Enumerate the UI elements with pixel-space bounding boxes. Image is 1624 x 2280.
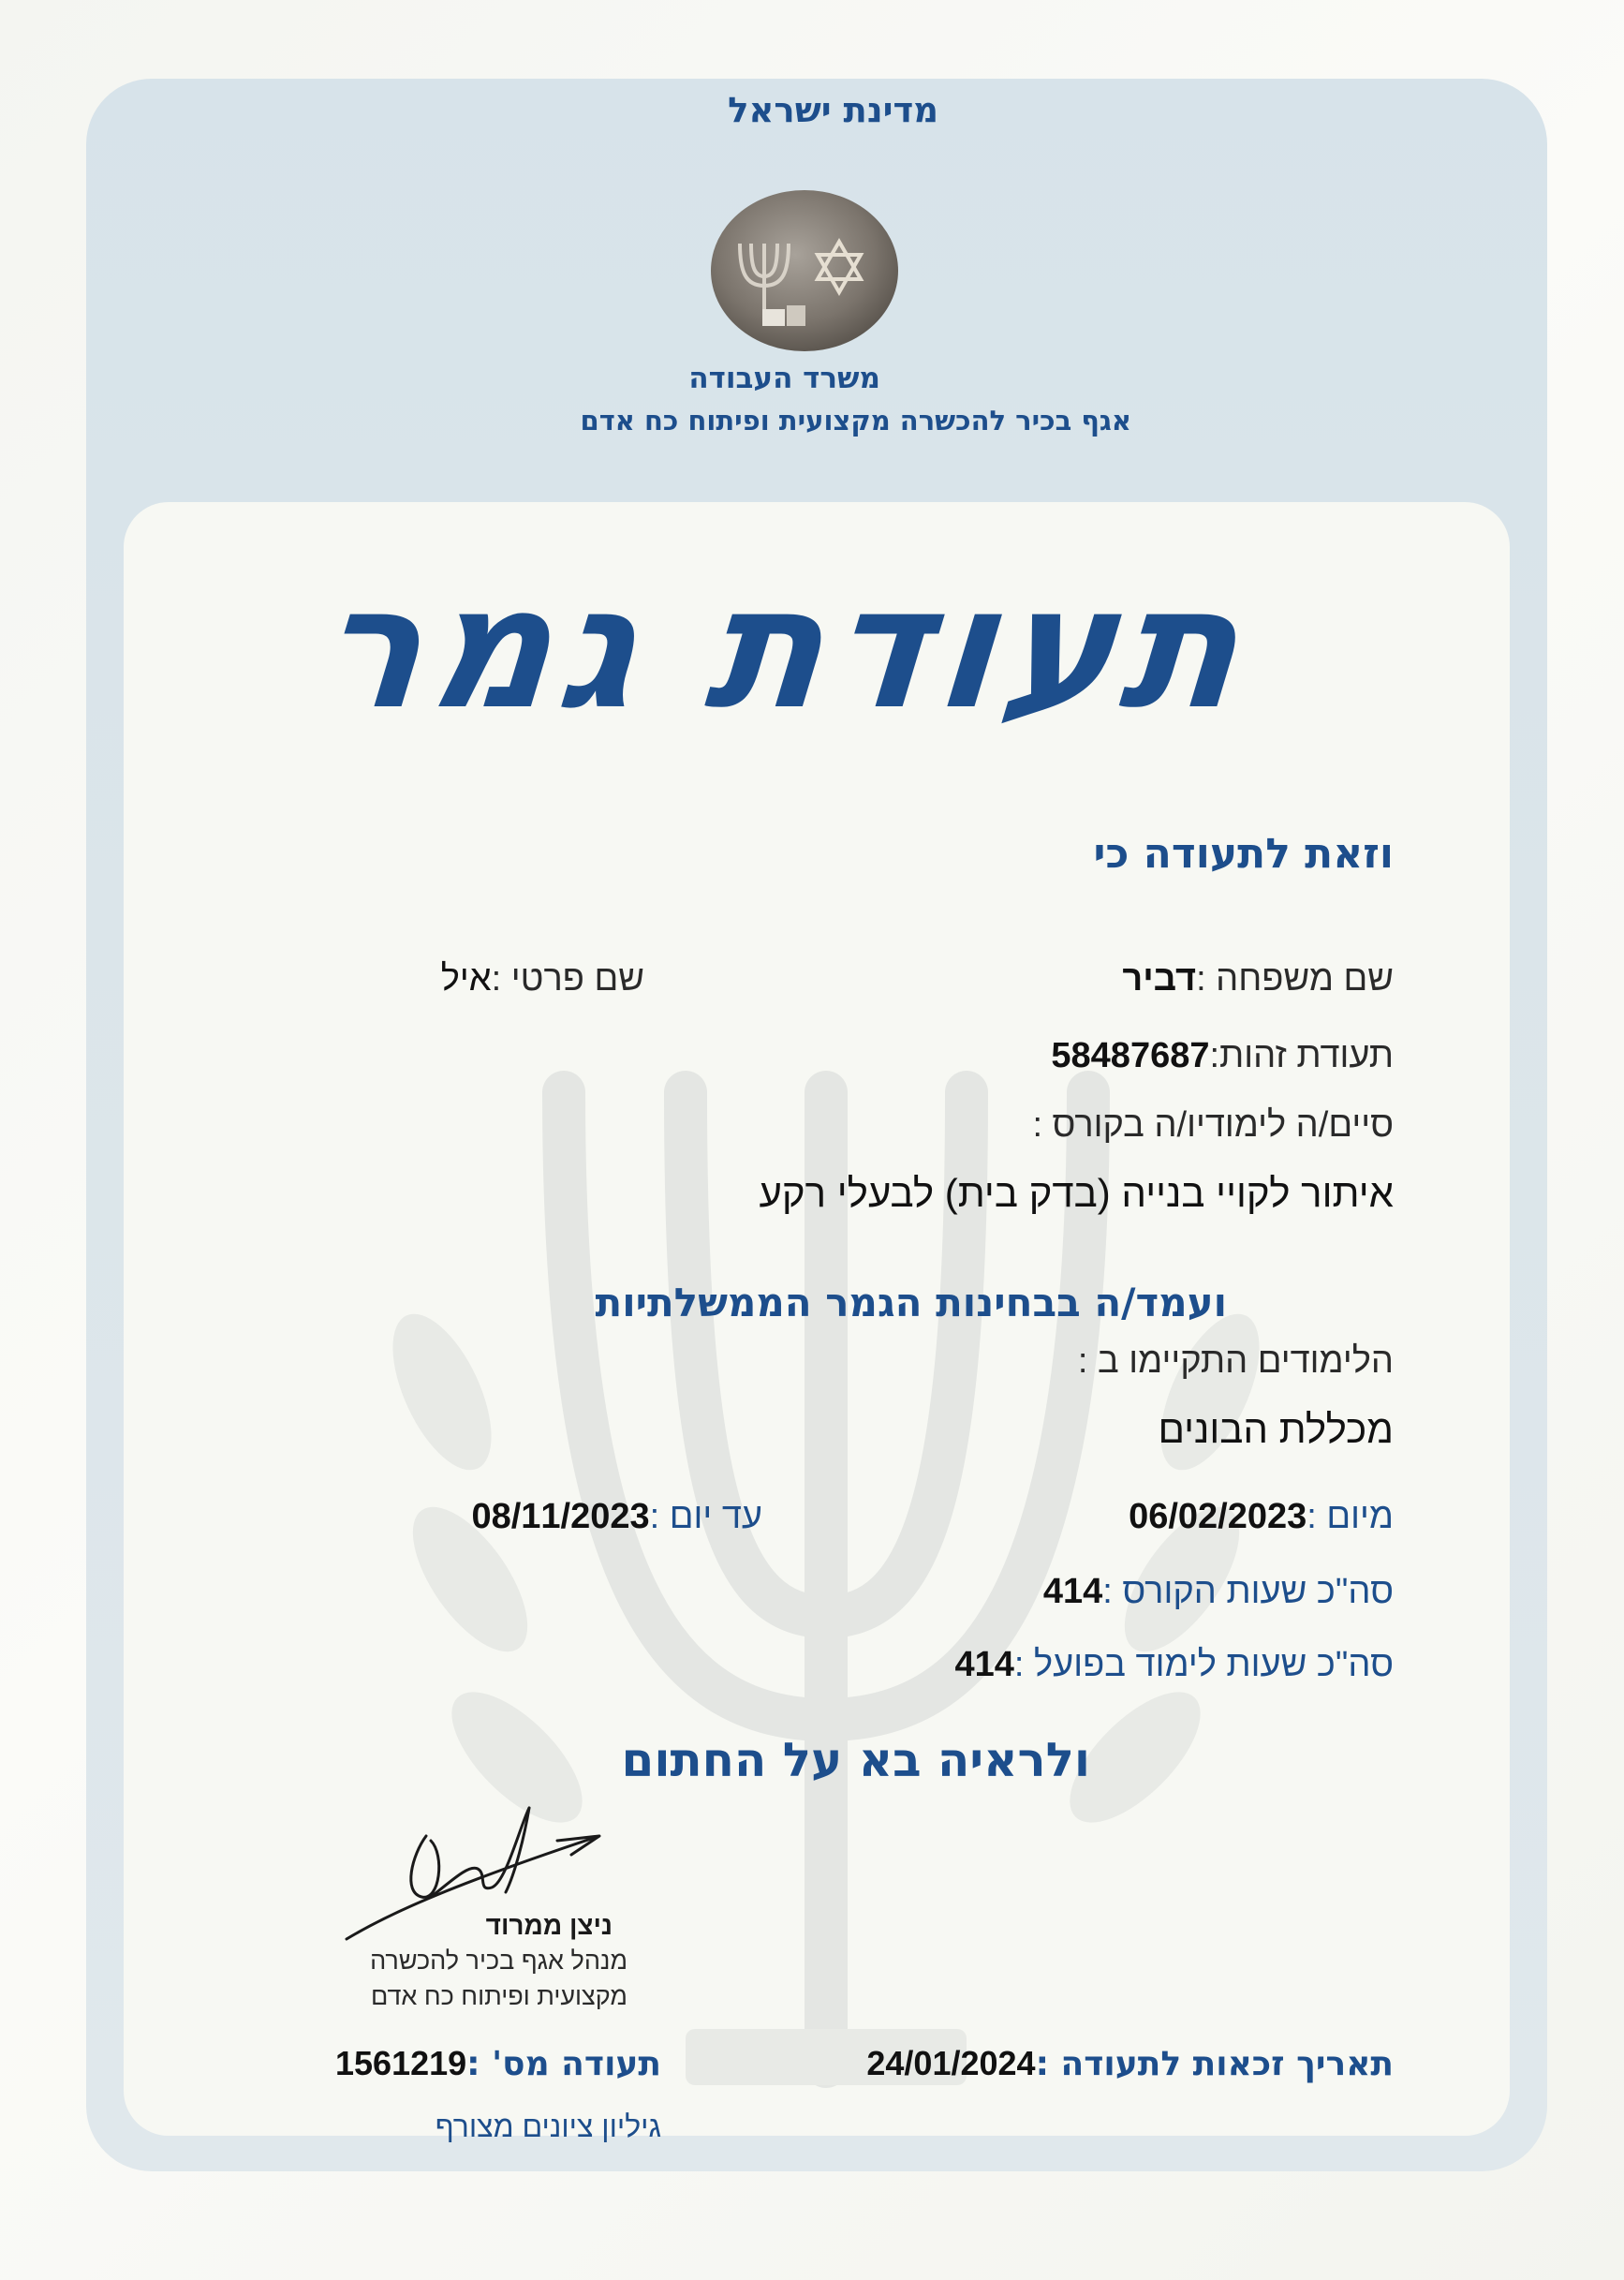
signatory-role-line1: מנהל אגף בכיר להכשרה bbox=[370, 1947, 627, 1975]
id-value: 58487687 bbox=[1051, 1036, 1210, 1075]
course-hours-label: סה"כ שעות הקורס : bbox=[1102, 1572, 1394, 1611]
entitlement-date-label: תאריך זכאות לתעודה : bbox=[1035, 2045, 1394, 2083]
institution-name: מכללת הבונים bbox=[1158, 1407, 1394, 1451]
certificate-number-label: תעודה מס' : bbox=[466, 2045, 661, 2083]
certificate-intro: וזאת לתעודה כי bbox=[1093, 830, 1394, 878]
certificate-number-row bbox=[335, 2044, 661, 2083]
state-name: מדינת ישראל bbox=[728, 90, 938, 130]
signatory-role-line2: מקצועית ופיתוח כח אדם bbox=[370, 1982, 627, 2010]
first-name-label: שם פרטי : bbox=[491, 959, 644, 999]
from-date-label: מיום : bbox=[1307, 1497, 1394, 1536]
ministry-name: משרד העבודה bbox=[688, 362, 880, 395]
first-name-value: איל bbox=[440, 959, 492, 999]
certificate-title: תעודת גמר bbox=[310, 551, 1256, 747]
passed-exams-text: ועמד/ה בבחינות הגמר הממשלתיות bbox=[595, 1280, 1227, 1325]
id-label: תעודת זהות: bbox=[1209, 1036, 1394, 1075]
id-row bbox=[1051, 1036, 1394, 1076]
grades-sheet-note: גיליון ציונים מצורף bbox=[435, 2110, 661, 2143]
course-hours-row bbox=[1043, 1572, 1394, 1612]
held-at-label: הלימודים התקיימו ב : bbox=[1077, 1341, 1394, 1381]
last-name-label: שם משפחה : bbox=[1196, 959, 1394, 999]
seal-statement: ולראיה בא על החתום bbox=[621, 1733, 1090, 1787]
first-name-row bbox=[441, 959, 644, 999]
actual-hours-label: סה"כ שעות לימוד בפועל : bbox=[1013, 1645, 1394, 1684]
entitlement-date-row bbox=[866, 2044, 1394, 2083]
completed-course-label: סיים/ה לימודיו/ה בקורס : bbox=[1032, 1105, 1394, 1145]
from-date-row bbox=[1129, 1497, 1394, 1537]
last-name-row bbox=[1122, 959, 1394, 999]
from-date-value: 06/02/2023 bbox=[1129, 1497, 1307, 1536]
certificate-number-value: 1561219 bbox=[335, 2044, 467, 2082]
course-name: איתור לקויי בנייה (בדק בית) לבעלי רקע bbox=[759, 1171, 1394, 1215]
last-name-value: דביר bbox=[1122, 959, 1197, 999]
course-hours-value: 414 bbox=[1042, 1572, 1103, 1611]
signatory-name: ניצן ממרוד bbox=[485, 1911, 613, 1940]
to-date-label: עד יום : bbox=[649, 1497, 762, 1536]
actual-hours-value: 414 bbox=[954, 1645, 1014, 1684]
entitlement-date-value: 24/01/2024 bbox=[866, 2044, 1036, 2082]
actual-hours-row bbox=[954, 1645, 1394, 1685]
to-date-value: 08/11/2023 bbox=[471, 1497, 650, 1536]
to-date-row bbox=[471, 1497, 762, 1537]
state-emblem-icon bbox=[708, 187, 901, 354]
division-name: אגף בכיר להכשרה מקצועית ופיתוח כח אדם bbox=[580, 405, 1131, 437]
